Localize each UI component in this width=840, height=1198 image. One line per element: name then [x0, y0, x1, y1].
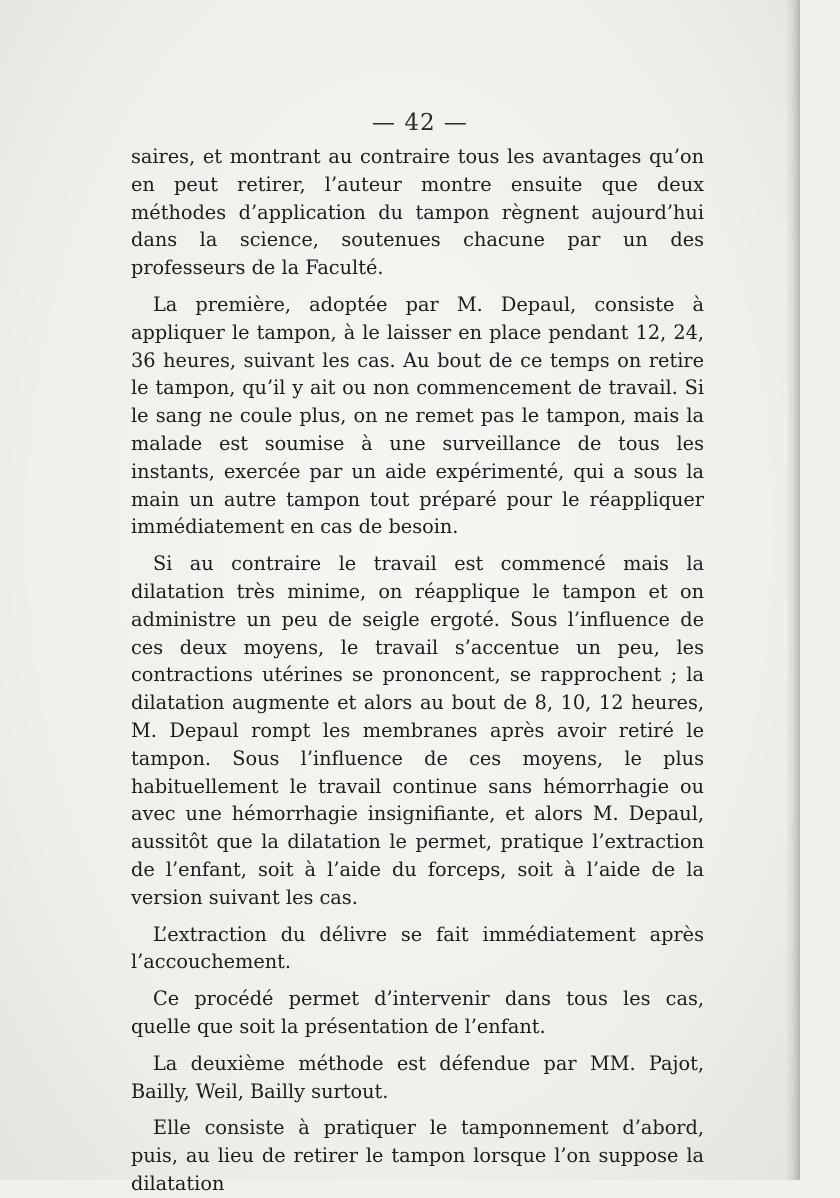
paragraph-continuation: saires, et montrant au contraire tous les avantages qu’on en peut retirer, l’auteur montre ensuite que deux méthodes d’application du tampon règnent aujourd’hui dans la science, soutenues chacune par un des professeurs de la Faculté.	[131, 145, 704, 280]
body-text	[131, 143, 704, 1198]
paragraph-procedure: Ce procédé permet d’intervenir dans tous les cas, quelle que soit la présentation de l’enfant.	[131, 987, 704, 1038]
page-number: — 42 —	[372, 110, 468, 136]
paragraph-labor-started: Si au contraire le travail est commencé mais la dilatation très minime, on réapplique le tampon et on administre un peu de seigle ergoté. Sous l’influence de ces deux moyens, le travail s’accentue un peu, les contractions utérines se prononcent, se rapprochent ; la dilatation augmente et alors au bout de 8, 10, 12 heures, M. Depaul rompt les membranes après avoir retiré le tampon. Sous l’influence de ces moyens, le plus habituellement le travail continue sans hémorrhagie ou avec une hémorrhagie insignifiante, et alors M. Depaul, aussitôt que la dilatation le permet, pratique l’extraction de l’enfant, soit à l’aide du forceps, soit à l’aide de la version suivant les cas.	[131, 552, 704, 909]
paragraph-tamponnement: Elle consiste à pratiquer le tamponnement d’abord, puis, au lieu de retirer le tampon lorsque l’on suppose la dilatation	[131, 1116, 704, 1195]
paragraph-first-method: La première, adoptée par M. Depaul, consiste à appliquer le tampon, à le laisser en place pendant 12, 24, 36 heures, suivant les cas. Au bout de ce temps on retire le tampon, qu’il y ait ou non commencement de travail. Si le sang ne coule plus, on ne remet pas le tampon, mais la malade est soumise à une surveillance de tous les instants, exercée par un aide expérimenté, qui a sous la main un autre tampon tout préparé pour le réappliquer immédiatement en cas de besoin.	[131, 292, 704, 539]
paragraph-second-method: La deuxième méthode est défendue par MM. Pajot, Bailly, Weil, Bailly surtout.	[131, 1051, 704, 1103]
page-edge-shadow	[786, 0, 800, 1180]
paragraph-extraction: L’extraction du délivre se fait immédiatement après l’accouchement.	[131, 922, 704, 974]
